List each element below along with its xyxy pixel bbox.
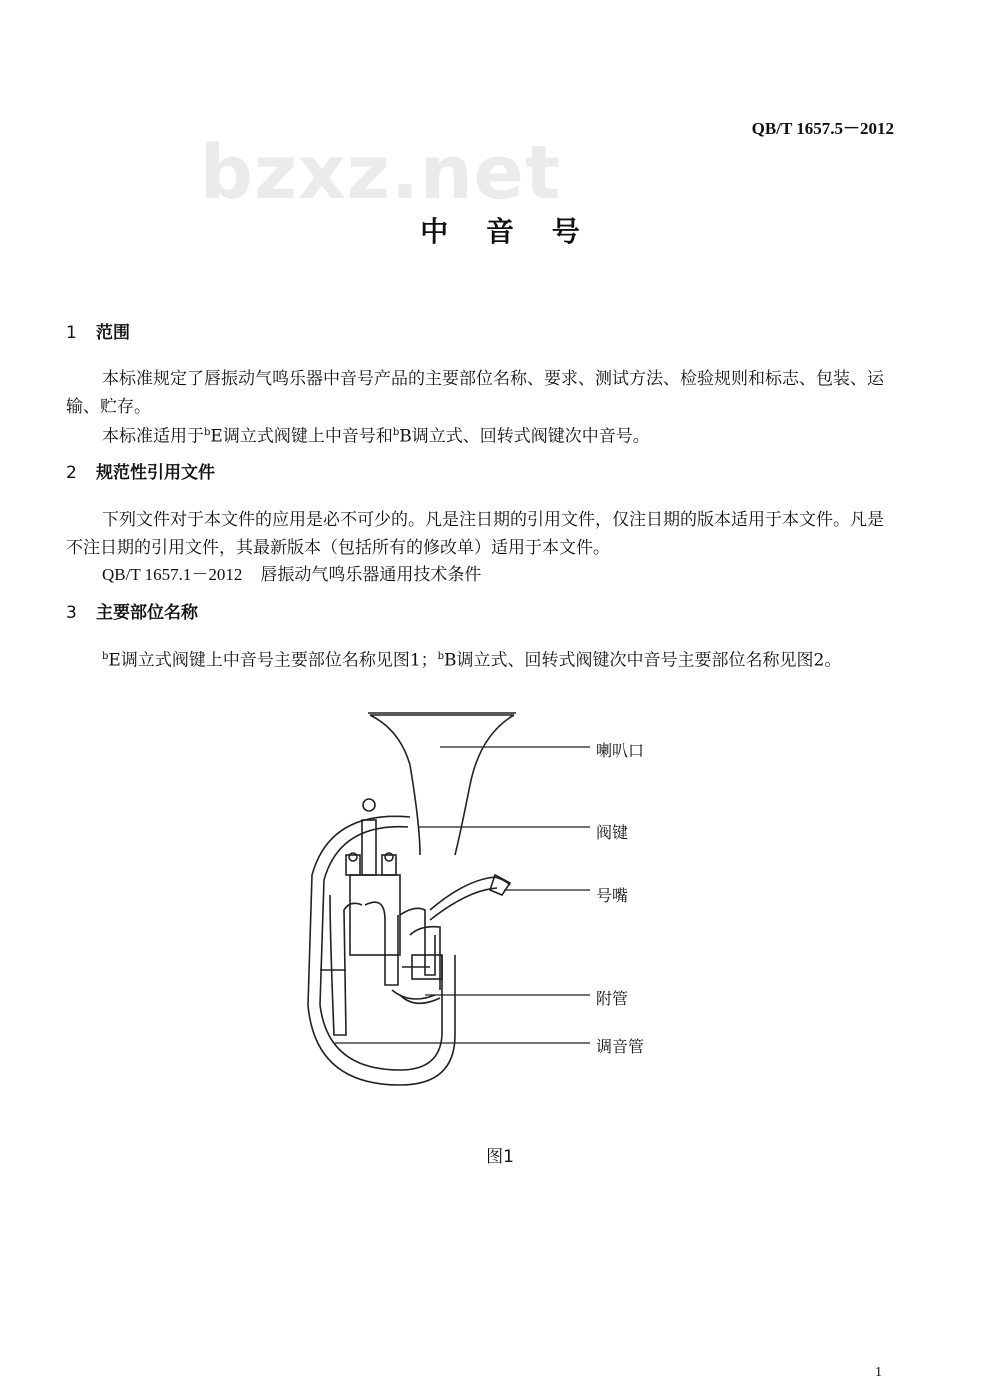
callout-label: 号嘴 [596,886,629,905]
page-title: 中 音 号 [420,215,594,248]
callout-label: 阀键 [596,823,629,842]
section-3-heading [66,598,198,623]
section-title: 主要部位名称 [96,603,198,623]
section-1-heading [66,318,130,343]
section-title: 范围 [96,323,130,343]
callout-label: 附管 [596,989,629,1008]
normative-reference [102,560,481,585]
section-1-paragraph-2: 本标准适用于$^b$E调立式阀键上中音号和$^b$B调立式、回转式阀键次中音号。 [102,426,650,447]
section-2-heading [66,458,215,483]
section-2-paragraph-1: 下列文件对于本文件的应用是必不可少的。凡是注日期的引用文件，仅注日期的版本适用于本文件。凡是不注日期的引用文件，其最新版本（包括所有的修改单）适用于本文件。 [66,510,884,558]
callout-label: 喇叭口 [596,741,645,760]
reference-title: 唇振动气鸣乐器通用技术条件 [260,565,482,585]
section-number: 2 [66,463,77,483]
page-number: 1 [875,1365,882,1380]
figure-caption: 图1 [486,1147,514,1167]
callout-label: 调音管 [596,1037,645,1056]
section-1-paragraph-1: 本标准规定了唇振动气鸣乐器中音号产品的主要部位名称、要求、测试方法、检验规则和标志、包装、运输、贮存。 [66,369,884,417]
section-number: 1 [66,323,77,343]
section-number: 3 [66,603,77,623]
section-title: 规范性引用文件 [96,463,215,483]
watermark: bzxz.net [200,130,562,216]
section-3-paragraph: $^b$E调立式阀键上中音号主要部位名称见图1；$^b$B调立式、回转式阀键次中音号主要部位名称见图2。 [102,650,842,671]
reference-code: QB/T 1657.1－2012 [102,565,243,584]
standard-code: QB/T 1657.5－2012 [751,119,894,138]
